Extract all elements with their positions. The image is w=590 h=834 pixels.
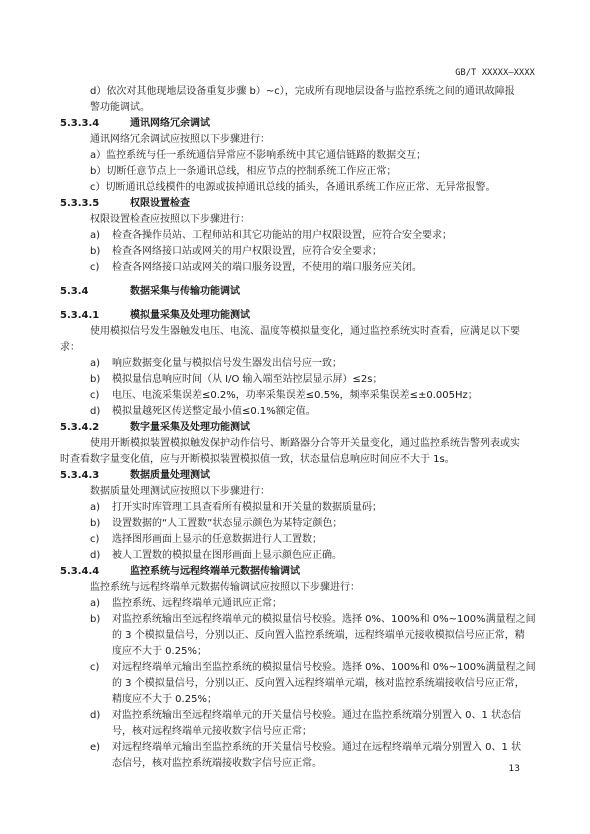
section-title: 数据采集与传输功能调试 bbox=[130, 286, 240, 297]
list-item-label: b) bbox=[90, 518, 101, 529]
list-item bbox=[90, 741, 521, 755]
list-item-label: d) bbox=[90, 550, 101, 561]
paragraph-line: 的 3 个模拟量信号，分别以正、反向置入监控系统端，远程终端单元接收模拟信号应正常，精 bbox=[112, 630, 525, 641]
list-item-text: 检查各网络接口站或网关的用户权限设置，应符合安全要求； bbox=[112, 246, 382, 257]
list-item-text: 模拟量信息响应时间（从 I/O 输入端至站控层显示屏）≤2s； bbox=[112, 374, 383, 385]
list-item-label: b) bbox=[90, 246, 101, 257]
paragraph-line: 号，核对远程终端单元接收数字信号应正常； bbox=[112, 726, 312, 737]
list-item bbox=[90, 709, 521, 723]
list-item-text: 打开实时库管理工具查看所有模拟量和开关量的数据质量码； bbox=[112, 502, 382, 513]
list-item-text: 检查各网络接口站或网关的端口服务设置，不使用的端口服务应关闭。 bbox=[112, 262, 422, 273]
section-heading bbox=[60, 285, 240, 299]
section-heading bbox=[60, 565, 300, 579]
list-item-text: 对监控系统输出至远程终端单元的开关量信号校验。通过在监控系统端分别置入 0、1 状态信 bbox=[112, 710, 522, 721]
paragraph-line: 精度应不大于 0.25%； bbox=[112, 694, 217, 705]
list-item-text: 对监控系统输出至远程终端单元的模拟量信号校验。选择 0%、100%和 0%~100%满量程之间 bbox=[112, 614, 536, 625]
list-item bbox=[90, 501, 382, 515]
list-item bbox=[90, 389, 478, 403]
section-heading bbox=[60, 421, 250, 435]
paragraph-line: b）切断任意节点上一条通讯总线，相应节点的控制系统工作应正常； bbox=[90, 166, 397, 177]
section-number: 5.3.3.4 bbox=[60, 118, 100, 129]
paragraph-line: 权限设置检查应按照以下步骤进行： bbox=[90, 214, 250, 225]
section-heading bbox=[60, 309, 250, 323]
section-number: 5.3.4.3 bbox=[60, 470, 100, 481]
list-item bbox=[90, 517, 342, 531]
list-item-label: b) bbox=[90, 374, 101, 385]
list-item-text: 模拟量越死区传送整定最小值≤0.1%额定值。 bbox=[112, 406, 316, 417]
paragraph-line: 使用开断模拟装置模拟触发保护动作信号、断路器分合等开关量变化，通过监控系统告警列表或实 bbox=[90, 438, 520, 449]
section-title: 数据质量处理测试 bbox=[130, 470, 210, 481]
list-item-label: a) bbox=[90, 230, 101, 241]
list-item-label: c) bbox=[90, 262, 100, 273]
list-item-text: 被人工置数的模拟量在图形画面上显示颜色应正确。 bbox=[112, 550, 342, 561]
list-item bbox=[90, 261, 422, 275]
section-number: 5.3.4 bbox=[60, 286, 89, 297]
list-item bbox=[90, 357, 342, 371]
paragraph-line: 数据质量处理测试应按照以下步骤进行： bbox=[90, 486, 270, 497]
section-heading bbox=[60, 117, 210, 131]
list-item-text: 电压、电流采集误差≤0.2%，功率采集误差≤0.5%，频率采集误差≤±0.005Hz； bbox=[112, 390, 478, 401]
list-item-label: c) bbox=[90, 662, 100, 673]
list-item bbox=[90, 373, 383, 387]
list-item-label: b) bbox=[90, 614, 101, 625]
list-item bbox=[90, 533, 322, 547]
list-item bbox=[90, 661, 536, 675]
paragraph-line: c）切断通讯总线模件的电源或拔掉通讯总线的插头，各通讯系统工作应正常、无异常报警。 bbox=[90, 182, 496, 193]
section-title: 模拟量采集及处理功能测试 bbox=[130, 310, 250, 321]
list-item-label: c) bbox=[90, 390, 100, 401]
list-item bbox=[90, 229, 452, 243]
section-title: 数字量采集及处理功能测试 bbox=[130, 422, 250, 433]
list-item-text: 对远程终端单元输出至监控系统的开关量信号校验。通过在远程终端单元端分别置入 0、1 状 bbox=[112, 742, 522, 753]
list-item-text: 选择图形画面上显示的任意数据进行人工置数； bbox=[112, 534, 322, 545]
list-item-text: 响应数据变化量与模拟信号发生器发出信号应一致； bbox=[112, 358, 342, 369]
list-item-label: d) bbox=[90, 406, 101, 417]
section-number: 5.3.4.4 bbox=[60, 566, 100, 577]
paragraph-line: d）依次对其他现地层设备重复步骤 b）~c），完成所有现地层设备与监控系统之间的通讯故障报 bbox=[90, 86, 515, 97]
list-item bbox=[90, 245, 382, 259]
list-item-text: 对远程终端单元输出至监控系统的模拟量信号校验。选择 0%、100%和 0%~100%满量程之间 bbox=[112, 662, 536, 673]
list-item-label: d) bbox=[90, 710, 101, 721]
paragraph-line: a）监控系统与任一系统通信异常应不影响系统中其它通信链路的数据交互； bbox=[90, 150, 427, 161]
section-title: 监控系统与远程终端单元数据传输调试 bbox=[130, 566, 300, 577]
paragraph-line: 求： bbox=[60, 342, 80, 353]
list-item-text: 监控系统、远程终端单元通讯应正常； bbox=[112, 598, 282, 609]
section-title: 通讯网络冗余调试 bbox=[130, 118, 210, 129]
list-item bbox=[90, 597, 282, 611]
section-heading bbox=[60, 197, 190, 211]
list-item-label: e) bbox=[90, 742, 101, 753]
paragraph-line: 的 3 个模拟量信号，分别以正、反向置入远程终端单元端，核对监控系统端接收信号应正常， bbox=[112, 678, 525, 689]
page-number: 13 bbox=[508, 764, 520, 774]
section-number: 5.3.4.1 bbox=[60, 310, 100, 321]
paragraph-line: 度应不大于 0.25%； bbox=[112, 646, 207, 657]
paragraph-line: 使用模拟信号发生器触发电压、电流、温度等模拟量变化，通过监控系统实时查看，应满足以下要 bbox=[90, 326, 520, 337]
list-item bbox=[90, 549, 342, 563]
list-item bbox=[90, 405, 316, 419]
list-item bbox=[90, 613, 536, 627]
section-number: 5.3.3.5 bbox=[60, 198, 100, 209]
standard-code-header: GB/T XXXXX—XXXX bbox=[455, 68, 535, 78]
paragraph-line: 时查看数字量变化值，应与开断模拟装置模拟值一致，状态量信息响应时间应不大于 1s。 bbox=[60, 454, 455, 465]
section-heading bbox=[60, 469, 210, 483]
list-item-label: c) bbox=[90, 534, 100, 545]
paragraph-line: 通讯网络冗余调试应按照以下步骤进行： bbox=[90, 134, 270, 145]
list-item-text: 检查各操作员站、工程师站和其它功能站的用户权限设置，应符合安全要求； bbox=[112, 230, 452, 241]
section-number: 5.3.4.2 bbox=[60, 422, 100, 433]
list-item-label: a) bbox=[90, 502, 101, 513]
paragraph-line: 监控系统与远程终端单元数据传输调试应按照以下步骤进行： bbox=[90, 582, 360, 593]
paragraph-line: 态信号，核对监控系统端接收数字信号应正常。 bbox=[112, 758, 322, 769]
list-item-label: a) bbox=[90, 358, 101, 369]
list-item-label: a) bbox=[90, 598, 101, 609]
section-title: 权限设置检查 bbox=[130, 198, 190, 209]
list-item-text: 设置数据的“人工置数”状态显示颜色为某特定颜色； bbox=[112, 518, 343, 529]
paragraph-line: 警功能调试。 bbox=[90, 102, 150, 113]
